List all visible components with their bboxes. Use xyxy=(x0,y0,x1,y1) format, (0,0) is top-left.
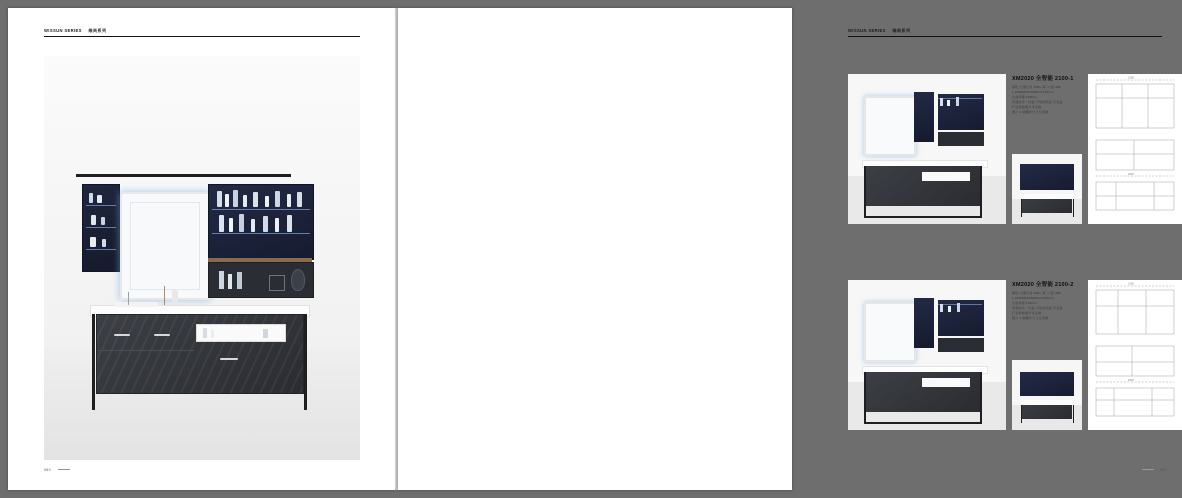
left-page xyxy=(8,8,396,490)
item-2-spec-4: 打安智能配件可定制 xyxy=(1012,311,1042,316)
item-2-detail-photo xyxy=(1012,360,1082,430)
drawing-svg-2 xyxy=(1088,280,1182,430)
brand-label-cn: 维尚系列 xyxy=(88,28,107,33)
item-1-spec-1: L:2100MM/1800#1/1915mm xyxy=(1012,90,1054,95)
brand-label-cn-right: 维尚系列 xyxy=(892,28,911,33)
left-folio-rule xyxy=(58,469,70,470)
drawer-seam xyxy=(98,350,194,351)
drawing-svg-1 xyxy=(1088,74,1182,224)
svg-text:1915: 1915 xyxy=(1128,173,1134,176)
accessory-icon xyxy=(164,286,165,305)
item-2-spec-1: L:2100MM/1800#1/1915mm xyxy=(1012,296,1054,301)
item-1-spec-3: 带智能多一挂盒,可放收纳盒,可双盆 xyxy=(1012,100,1063,105)
right-folio-rule xyxy=(1142,469,1154,470)
hero-photo xyxy=(44,56,360,460)
item-2-spec-5: 图片 1.辅摄作尺寸仅受制 xyxy=(1012,316,1049,321)
item-1-spec-0: 颜色:大理石岩 S38+ 海ംᵉ蓝 40# xyxy=(1012,85,1061,89)
item-2-spec-2: 台盆深度:140mm xyxy=(1012,301,1038,306)
item-1-detail-photo xyxy=(1012,154,1082,224)
left-folio: 060 xyxy=(44,468,51,472)
item-2-technical-drawing xyxy=(1088,280,1182,430)
tray-icon xyxy=(172,290,178,305)
open-shelf-icon xyxy=(196,324,286,342)
right-page-header xyxy=(848,28,911,34)
item-1-technical-drawing xyxy=(1088,74,1182,224)
washbasin-icon xyxy=(114,302,158,307)
item-2-title: XM2020 全智能 2100-2 xyxy=(1012,282,1074,288)
led-mirror-icon xyxy=(120,192,210,300)
brand-label-right: WISSUN SERIES xyxy=(848,28,886,33)
wall-storage-box-icon xyxy=(208,262,314,298)
svg-text:1915: 1915 xyxy=(1128,379,1134,382)
vanity-composition xyxy=(76,174,336,436)
wall-glass-cabinet-icon xyxy=(208,184,314,260)
left-page-header xyxy=(44,28,107,34)
header-rule-left xyxy=(44,36,360,37)
faucet-icon xyxy=(128,292,129,305)
right-page xyxy=(398,8,1167,490)
item-1-spec-5: 图片 1.辅摄作尺寸仅受制 xyxy=(1012,110,1049,115)
svg-text:2100: 2100 xyxy=(1128,282,1134,286)
item-2-spec-0: 颜色:大理石岩 S38+ 海ംᵉ蓝 40# xyxy=(1012,291,1061,295)
item-1-spec-4: 打安智能配件可定制 xyxy=(1012,105,1042,110)
item-1-spec-2: 台盆深度:140mm xyxy=(1012,95,1038,100)
svg-text:2100: 2100 xyxy=(1128,76,1134,80)
side-glass-cabinet-icon xyxy=(82,184,120,272)
item-2-spec-3: 带智能多一挂盒,可放收纳盒,可双盆 xyxy=(1012,306,1063,311)
header-rule-right xyxy=(848,36,1162,37)
right-folio: 061 xyxy=(1160,468,1167,472)
brand-label: WISSUN SERIES xyxy=(44,28,82,33)
item-1-title: XM2020 全智能 2100-1 xyxy=(1012,76,1074,82)
